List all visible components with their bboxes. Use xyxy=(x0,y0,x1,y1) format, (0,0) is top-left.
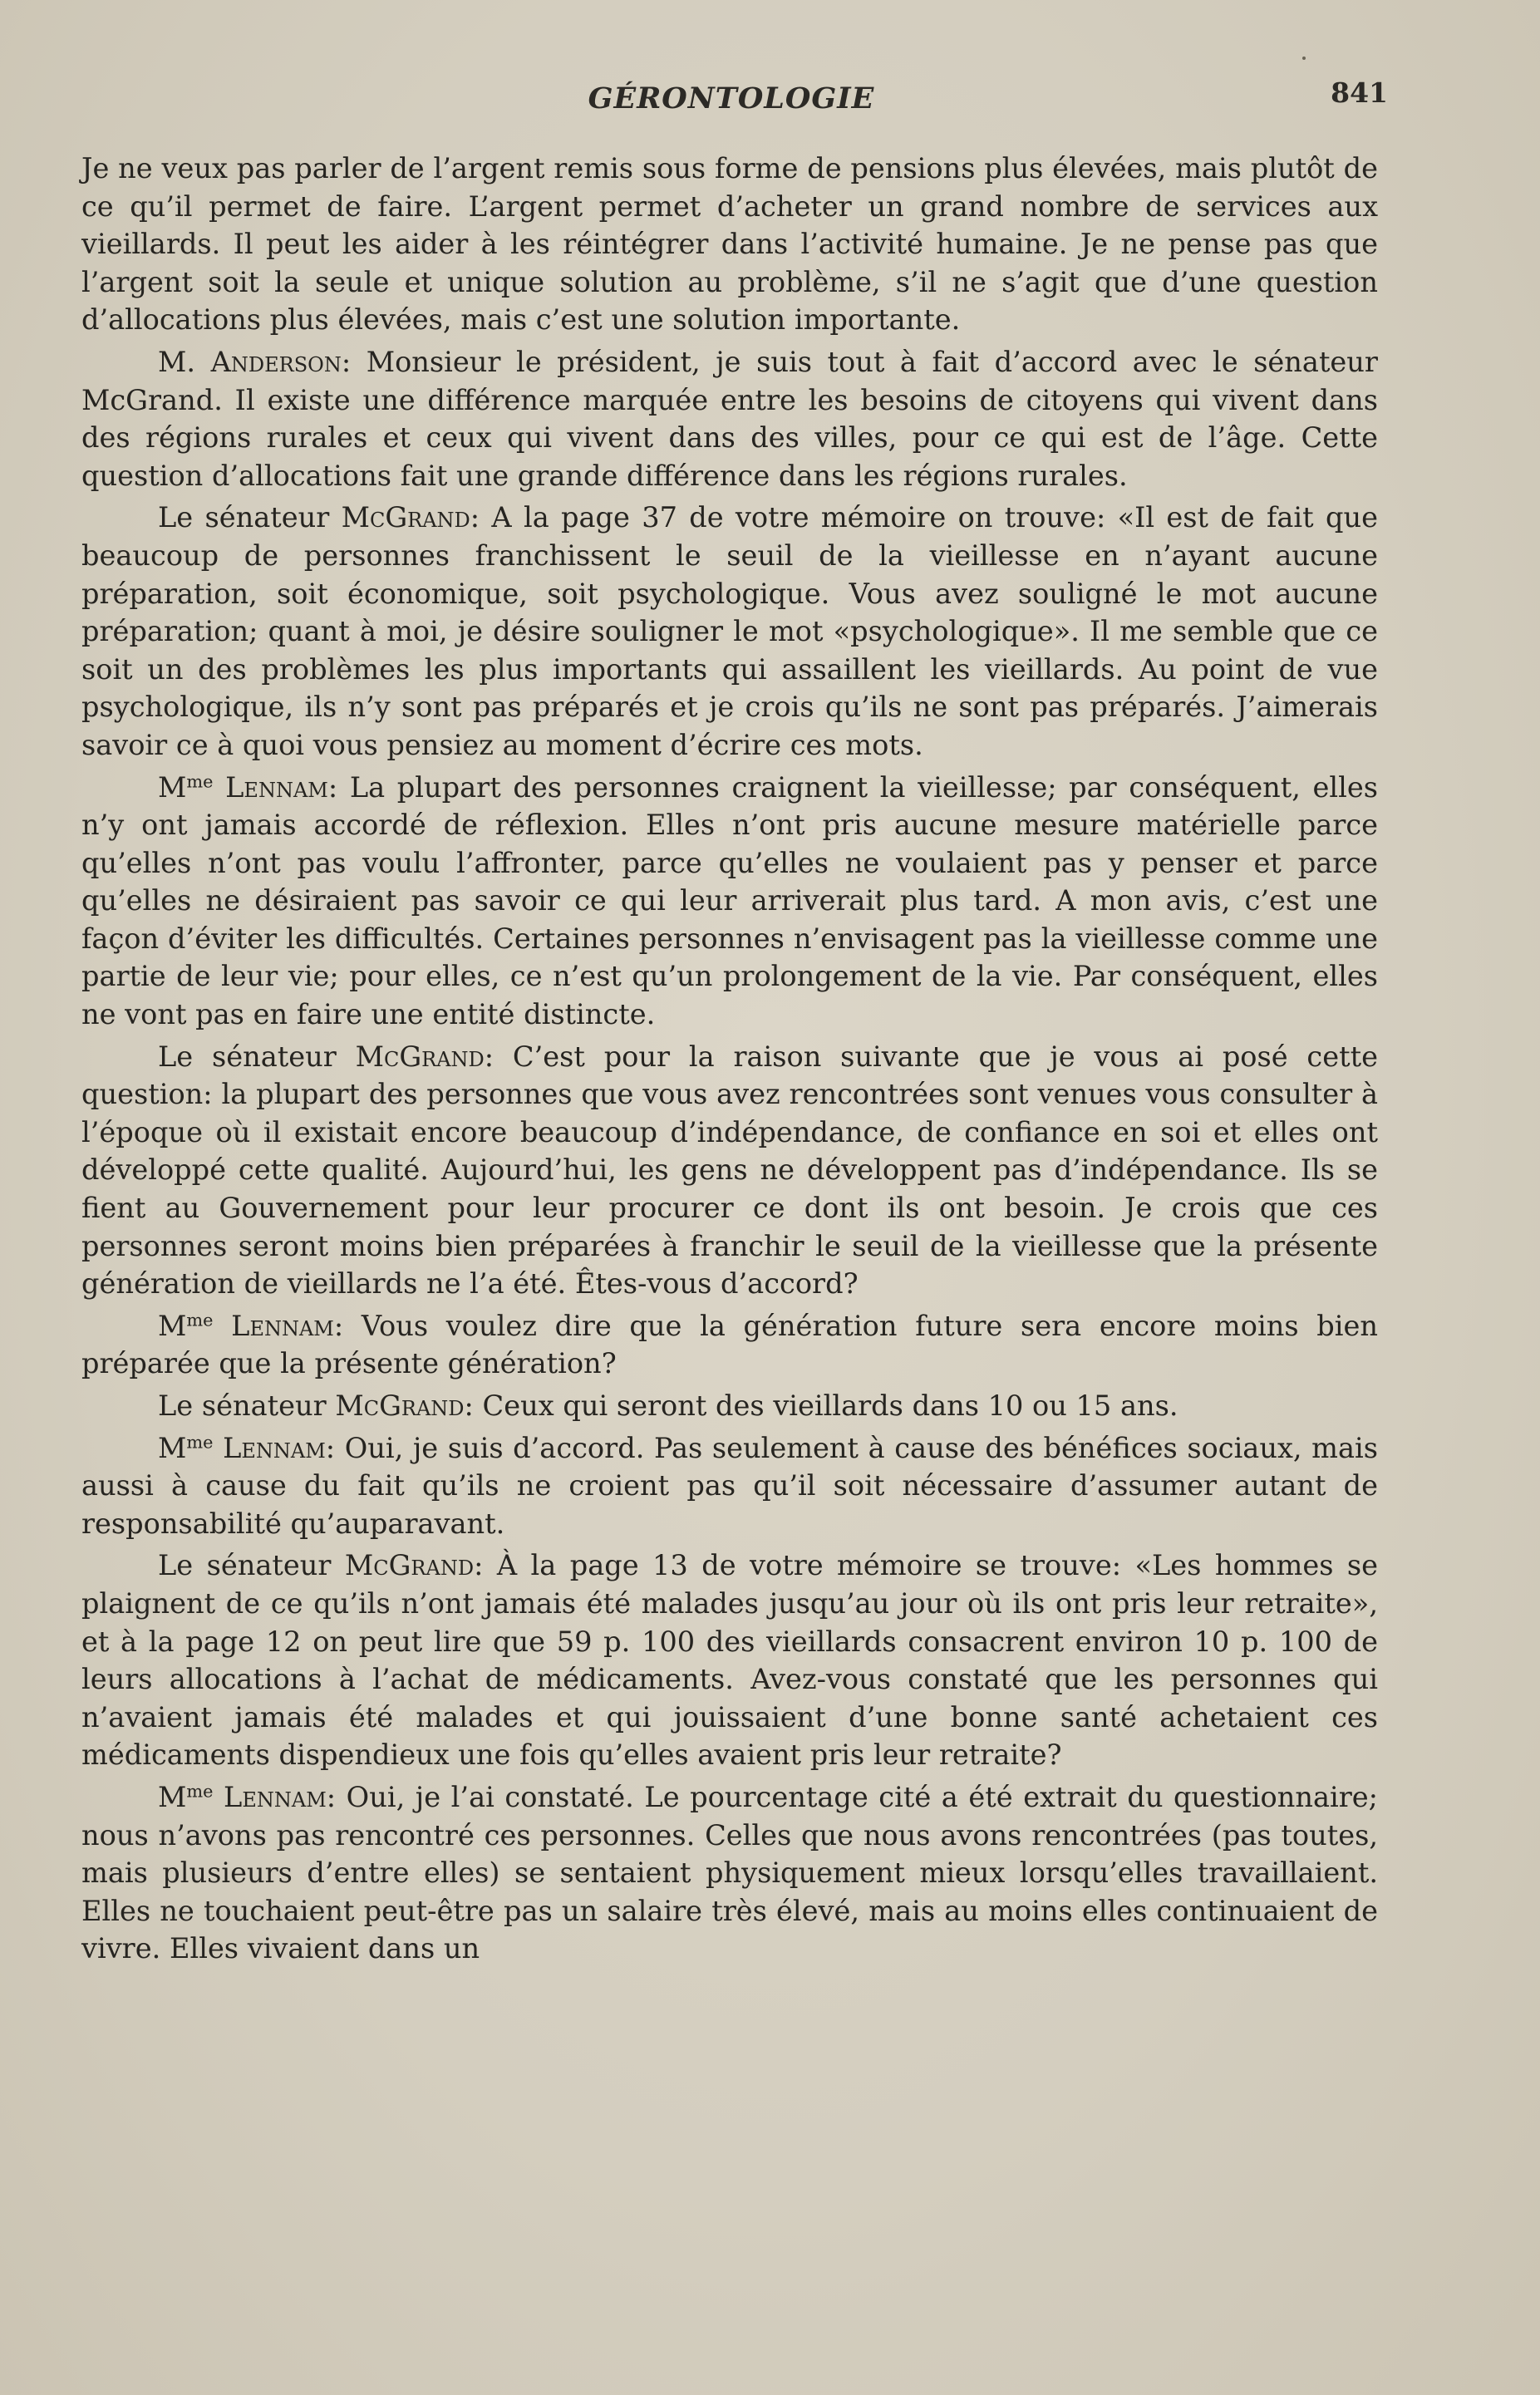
paragraph xyxy=(81,1038,1378,1303)
speaker-abbrev: M xyxy=(158,1780,187,1813)
paragraph xyxy=(81,1387,1378,1425)
print-speck xyxy=(1302,57,1306,60)
speaker-superscript: me xyxy=(186,1432,214,1453)
page-number: 841 xyxy=(1331,76,1388,109)
speaker-name: McGrand: xyxy=(335,1389,474,1422)
paragraph xyxy=(81,1547,1378,1774)
speaker-name: Lennam: xyxy=(231,1309,344,1342)
speaker-title: Le sénateur xyxy=(158,1549,332,1582)
speaker-title: Le sénateur xyxy=(158,501,330,534)
running-head xyxy=(83,76,1388,126)
speaker-title: M. xyxy=(158,345,196,378)
speaker-name: McGrand: xyxy=(355,1040,494,1073)
paragraph-text: Oui, je suis d’accord. Pas seulement à cause des bénéfices sociaux, mais aussi à cause du fait qu’ils ne croient pas qu’il soit nécessaire d’assumer autant de responsabilité qu’auparavant. xyxy=(81,1431,1378,1540)
paragraph xyxy=(81,769,1378,1034)
speaker-name: Lennam: xyxy=(223,1431,336,1464)
speaker-title xyxy=(158,1432,213,1464)
paragraph-text: La plupart des personnes craignent la vieillesse; par conséquent, elles n’y ont jamais accordé de réflexion. Elles n’ont pris aucune mesure matérielle parce qu’elles n’ont pas voulu l’affronter, parce qu’elles ne voulaient pas y penser et parce qu’elles ne désiraient pas savoir ce qui leur arriverait plus tard. A mon avis, c’est une façon d’éviter les difficultés. Certaines personnes n’envisagent pas la vieillesse comme une partie de leur vie; pour elles, ce n’est qu’un prolongement de la vie. Par conséquent, elles ne vont pas en faire une entité distincte. xyxy=(81,770,1379,1031)
speaker-abbrev: M xyxy=(158,770,187,804)
paragraph-text: À la page 13 de votre mémoire se trouve: «Les hommes se plaignent de ce qu’ils n’ont jamais été malades jusqu’au jour où ils ont pris leur retraite», et à la page 12 on peut lire que 59 p. 100 des vieillards consacrent environ 10 p. 100 de leurs allocations à l’achat de médicaments. Avez-vous constaté que les personnes qui n’avaient jamais été malades et qui jouissaient d’une bonne santé achetaient ces médicaments dispendieux une fois qu’elles avaient pris leur retraite? xyxy=(81,1549,1378,1772)
paragraph xyxy=(81,1778,1378,1968)
speaker-title xyxy=(158,1781,213,1813)
paragraph xyxy=(81,1307,1378,1383)
speaker-superscript: me xyxy=(186,1781,214,1802)
paragraph xyxy=(81,499,1378,764)
paragraph-text: Je ne veux pas parler de l’argent remis sous forme de pensions plus élevées, mais plutôt de ce qu’il permet de faire. L’argent permet d’acheter un grand nombre de services aux vieillards. Il peut les aider à les réintégrer dans l’activité humaine. Je ne pense pas que l’argent soit la seule et unique solution au problème, s’il ne s’agit que d’une question d’allocations plus élevées, mais c’est une solution importante. xyxy=(81,152,1378,337)
paragraph-text: Ceux qui seront des vieillards dans 10 ou 15 ans. xyxy=(482,1389,1178,1422)
paragraph-text: Monsieur le président, je suis tout à fait d’accord avec le sénateur McGrand. Il existe une différence marquée entre les besoins de citoyens qui vivent dans des régions rurales et ceux qui vivent dans des villes, pour ce qui est de l’âge. Cette question d’allocations fait une grande différence dans les régions rurales. xyxy=(81,345,1378,492)
paragraph xyxy=(81,343,1378,494)
speaker-name: Lennam: xyxy=(224,1780,337,1813)
speaker-title xyxy=(158,1310,213,1342)
paragraph xyxy=(81,150,1378,339)
paragraph-text: C’est pour la raison suivante que je vous ai posé cette question: la plupart des personnes que vous avez rencontrées sont venues vous consulter à l’époque où il existait encore beaucoup d’indépendance, de confiance en soi et elles ont développé cette qualité. Aujourd’hui, les gens ne développent pas d’indépendance. Ils se fient au Gouvernement pour leur procurer ce dont ils ont besoin. Je crois que ces personnes seront moins bien préparées à franchir le seuil de la vieillesse que la présente génération de vieillards ne l’a été. Êtes-vous d’accord? xyxy=(81,1040,1378,1301)
speaker-abbrev: M xyxy=(158,1431,187,1464)
running-title: GÉRONTOLOGIE xyxy=(588,81,875,116)
speaker-name: Anderson: xyxy=(210,345,352,378)
paragraph-text: Oui, je l’ai constaté. Le pourcentage cité a été extrait du questionnaire; nous n’avons pas rencontré ces personnes. Celles que nous avons rencontrées (pas toutes, mais plusieurs d’entre elles) se sentaient physiquement mieux lorsqu’elles travaillaient. Elles ne touchaient peut-être pas un salaire très élevé, mais au moins elles continuaient de vivre. Elles vivaient dans un xyxy=(81,1780,1378,1965)
speaker-name: Lennam: xyxy=(225,770,338,804)
speaker-title xyxy=(158,771,213,804)
paragraph xyxy=(81,1429,1378,1543)
speaker-superscript: me xyxy=(186,1310,214,1330)
body-text xyxy=(81,150,1378,1972)
speaker-title: Le sénateur xyxy=(158,1040,337,1073)
speaker-name: McGrand: xyxy=(341,501,480,534)
speaker-abbrev: M xyxy=(158,1309,187,1342)
speaker-title: Le sénateur xyxy=(158,1389,327,1422)
speaker-superscript: me xyxy=(186,771,214,792)
paragraph-text: Vous voulez dire que la génération future sera encore moins bien préparée que la présente génération? xyxy=(81,1309,1378,1380)
paragraph-text: A la page 37 de votre mémoire on trouve: «Il est de fait que beaucoup de personnes franchissent le seuil de la vieillesse en n’ayant aucune préparation, soit économique, soit psychologique. Vous avez souligné le mot aucune préparation; quant à moi, je désire souligner le mot «psychologique». Il me semble que ce soit un des problèmes les plus importants qui assaillent les vieillards. Au point de vue psychologique, ils n’y sont pas préparés et je crois qu’ils ne sont pas préparés. J’aimerais savoir ce à quoi vous pensiez au moment d’écrire ces mots. xyxy=(81,501,1378,761)
speaker-name: McGrand: xyxy=(344,1549,484,1582)
